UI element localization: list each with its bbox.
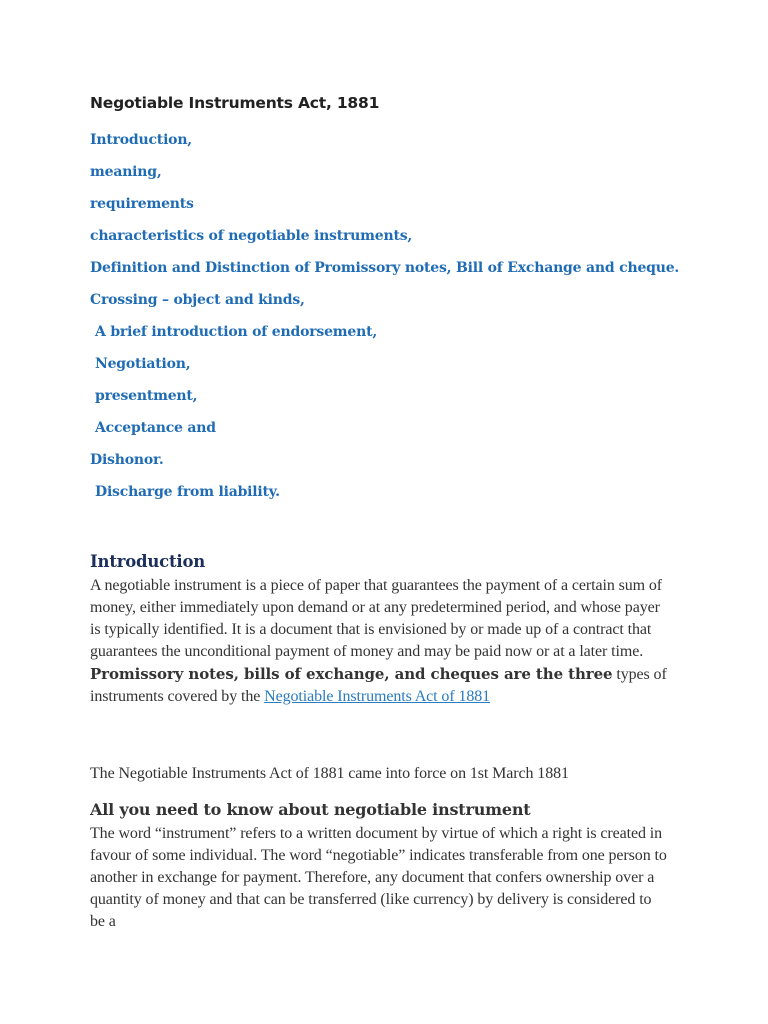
act-in-force-paragraph: The Negotiable Instruments Act of 1881 came into force on 1st March 1881 [90, 765, 569, 782]
know-about-heading: All you need to know about negotiable instrument [90, 800, 531, 819]
introduction-heading: Introduction [90, 552, 206, 571]
introduction-text-start: A negotiable instrument is a piece of paper that guarantees the payment of a certain sum of money, either immediately upon demand or at any predetermined period, and whose payer is typically identified. It is a document that is envisioned by or made up of a contract that guarantees the unconditional payment of money and may be paid now or at a later time. [90, 577, 663, 660]
topic-item: Crossing – object and kinds, [90, 292, 305, 308]
topic-item: meaning, [90, 164, 162, 180]
topic-item: presentment, [95, 388, 198, 404]
topic-item: A brief introduction of endorsement, [95, 324, 378, 340]
topics-list [90, 128, 679, 512]
topic-item: Definition and Distinction of Promissory notes, Bill of Exchange and cheque. [90, 260, 680, 276]
negotiable-instruments-act-link[interactable]: Negotiable Instruments Act of 1881 [264, 688, 491, 705]
introduction-text-middle: types of instruments covered by the [90, 666, 667, 705]
topic-item: Discharge from liability. [95, 484, 280, 500]
topic-item: Dishonor. [90, 452, 164, 468]
topic-item: Introduction, [90, 132, 192, 148]
document-title: Negotiable Instruments Act, 1881 [90, 94, 380, 112]
instrument-definition-paragraph: The word “instrument” refers to a written document by virtue of which a right is created in favour of some individual. The word “negotiable” indicates transferable from one person to another in exchange for payment. Therefore, any document that confers ownership over a quantity of money and that can be transferred (like currency) by delivery is considered to be a [90, 825, 667, 930]
topic-item: Acceptance and [95, 420, 216, 436]
instrument-types-bold-text: Promissory notes, bills of exchange, and cheques are the three [90, 665, 613, 683]
topic-item: characteristics of negotiable instruments, [90, 228, 413, 244]
topic-item: Negotiation, [95, 356, 191, 372]
topic-item: requirements [90, 196, 194, 212]
introduction-paragraph [90, 575, 670, 708]
